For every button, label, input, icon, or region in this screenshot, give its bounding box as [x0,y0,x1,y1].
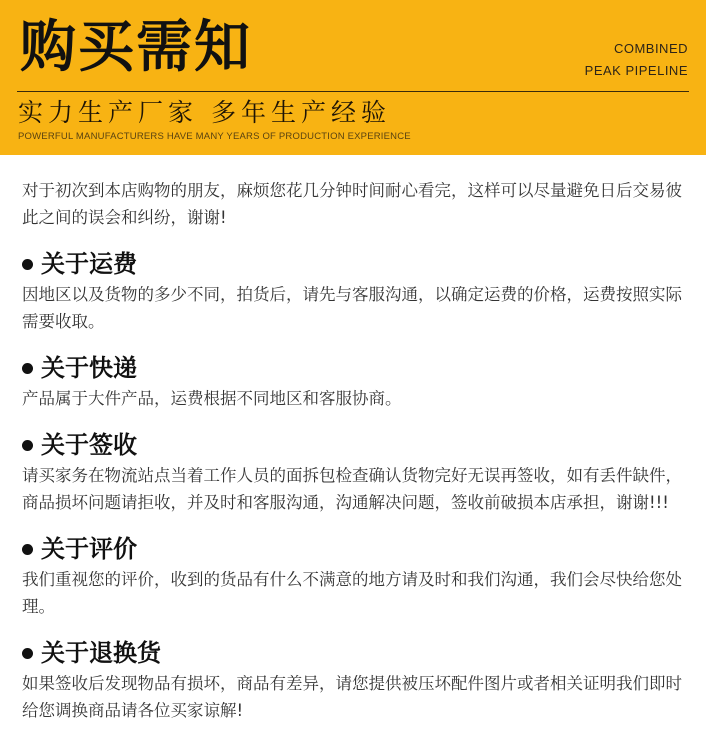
intro-paragraph: 对于初次到本店购物的朋友，麻烦您花几分钟时间耐心看完，这样可以尽量避免日后交易彼此之间的误会和纠纷，谢谢! [22,181,682,227]
bullet-dot-icon [22,544,33,555]
section-header [22,351,682,385]
section-returns [22,636,682,724]
header-banner [0,0,706,155]
english-brand-line-2: PEAK PIPELINE [584,63,688,78]
section-receipt [22,428,682,516]
section-header [22,532,682,566]
section-review [22,532,682,620]
bullet-dot-icon [22,259,33,270]
section-title: 关于签收 [41,431,137,459]
section-body: 如果签收后发现物品有损坏，商品有差异，请您提供被压坏配件图片或者相关证明我们即时给您调换商品请各位买家谅解! [22,674,682,720]
section-body: 我们重视您的评价，收到的货品有什么不满意的地方请及时和我们沟通，我们会尽快给您处理。 [22,570,682,616]
banner-slogan-english: POWERFUL MANUFACTURERS HAVE MANY YEARS OF PRODUCTION EXPERIENCE [18,131,411,142]
english-brand-line-1: COMBINED [613,41,688,56]
bullet-dot-icon [22,363,33,374]
notice-content [0,177,706,724]
section-body: 因地区以及货物的多少不同，拍货后，请先与客服沟通，以确定运费的价格，运费按照实际需要收取。 [22,285,682,331]
bullet-dot-icon [22,648,33,659]
section-header [22,636,682,670]
section-title: 关于评价 [41,535,137,563]
english-brand-text [585,38,688,82]
banner-divider [17,91,689,92]
section-body: 请买家务在物流站点当着工作人员的面拆包检查确认货物完好无误再签收，如有丢件缺件，商品损坏问题请拒收，并及时和客服沟通，沟通解决问题，签收前破损本店承担，谢谢!!! [22,466,682,512]
section-shipping-fee [22,247,682,335]
section-body: 产品属于大件产品，运费根据不同地区和客服协商。 [22,389,402,408]
bullet-dot-icon [22,440,33,451]
section-courier [22,351,682,412]
section-header [22,247,682,281]
section-title: 关于快递 [41,354,137,382]
page-title: 购买需知 [20,15,252,80]
section-title: 关于退换货 [41,639,161,667]
banner-slogan: 实力生产厂家 多年生产经验 [18,98,391,127]
section-header [22,428,682,462]
section-title: 关于运费 [41,250,137,278]
